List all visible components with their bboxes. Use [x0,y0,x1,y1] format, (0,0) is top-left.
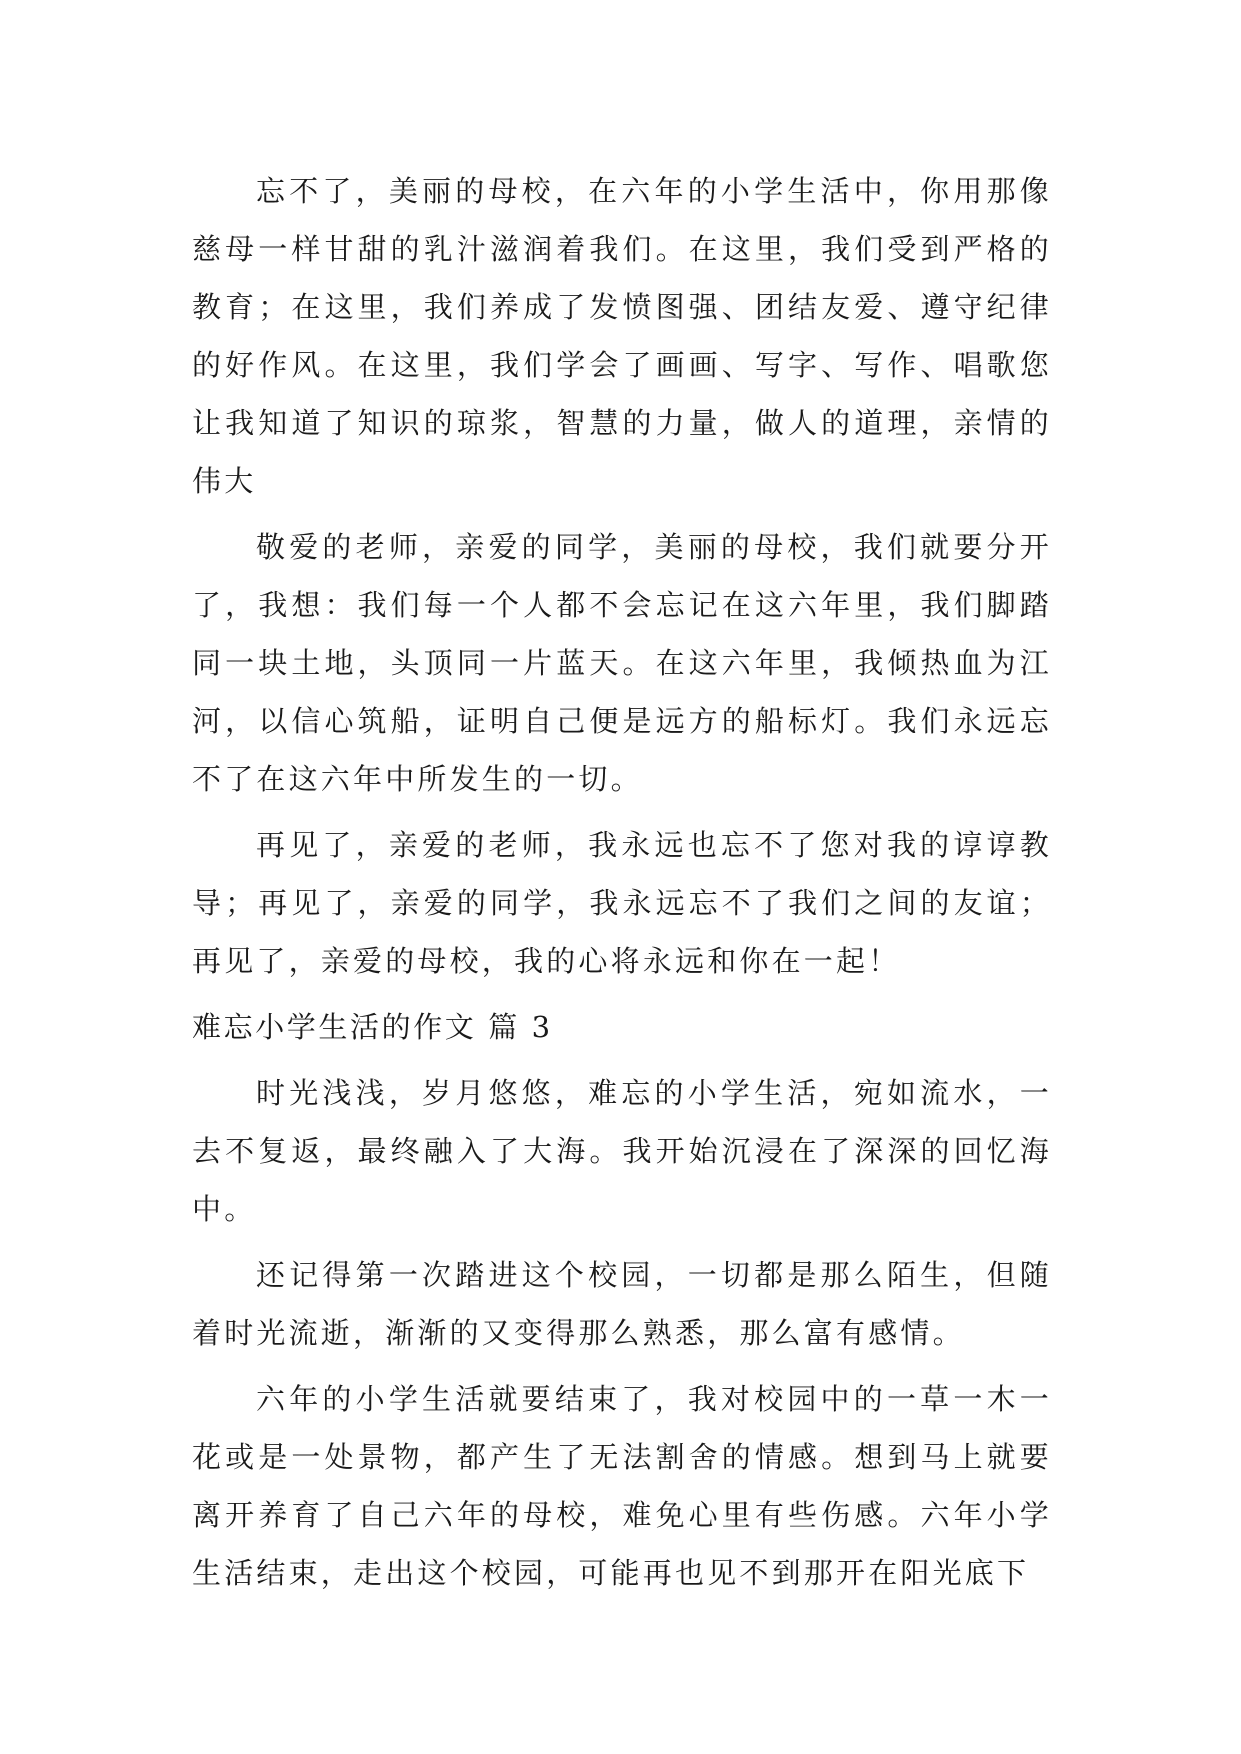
paragraph: 六年的小学生活就要结束了，我对校园中的一草一木一花或是一处景物，都产生了无法割舍的情感。想到马上就要离开养育了自己六年的母校，难免心里有些伤感。六年小学生活结束，走出这个校园，可能再也见不到那开在阳光底下 [192,1382,1052,1590]
section-heading: 难忘小学生活的作文 篇 3 [192,1010,553,1044]
paragraph: 时光浅浅，岁月悠悠，难忘的小学生活，宛如流水，一去不复返，最终融入了大海。我开始沉浸在了深深的回忆海中。 [192,1076,1052,1226]
paragraph: 还记得第一次踏进这个校园，一切都是那么陌生，但随着时光流逝，渐渐的又变得那么熟悉，那么富有感情。 [192,1258,1052,1350]
paragraph: 再见了，亲爱的老师，我永远也忘不了您对我的谆谆教导；再见了，亲爱的同学，我永远忘不了我们之间的友谊；再见了，亲爱的母校，我的心将永远和你在一起！ [192,828,1052,978]
paragraph: 敬爱的老师，亲爱的同学，美丽的母校，我们就要分开了，我想：我们每一个人都不会忘记在这六年里，我们脚踏同一块土地，头顶同一片蓝天。在这六年里，我倾热血为江河，以信心筑船，证明自己便是远方的船标灯。我们永远忘不了在这六年中所发生的一切。 [192,530,1052,796]
paragraph: 忘不了，美丽的母校，在六年的小学生活中，你用那像慈母一样甘甜的乳汁滋润着我们。在这里，我们受到严格的教育；在这里，我们养成了发愤图强、团结友爱、遵守纪律的好作风。在这里，我们学会了画画、写字、写作、唱歌您让我知道了知识的琼浆，智慧的力量，做人的道理，亲情的伟大 [192,174,1052,498]
document-body [192,162,1052,1610]
